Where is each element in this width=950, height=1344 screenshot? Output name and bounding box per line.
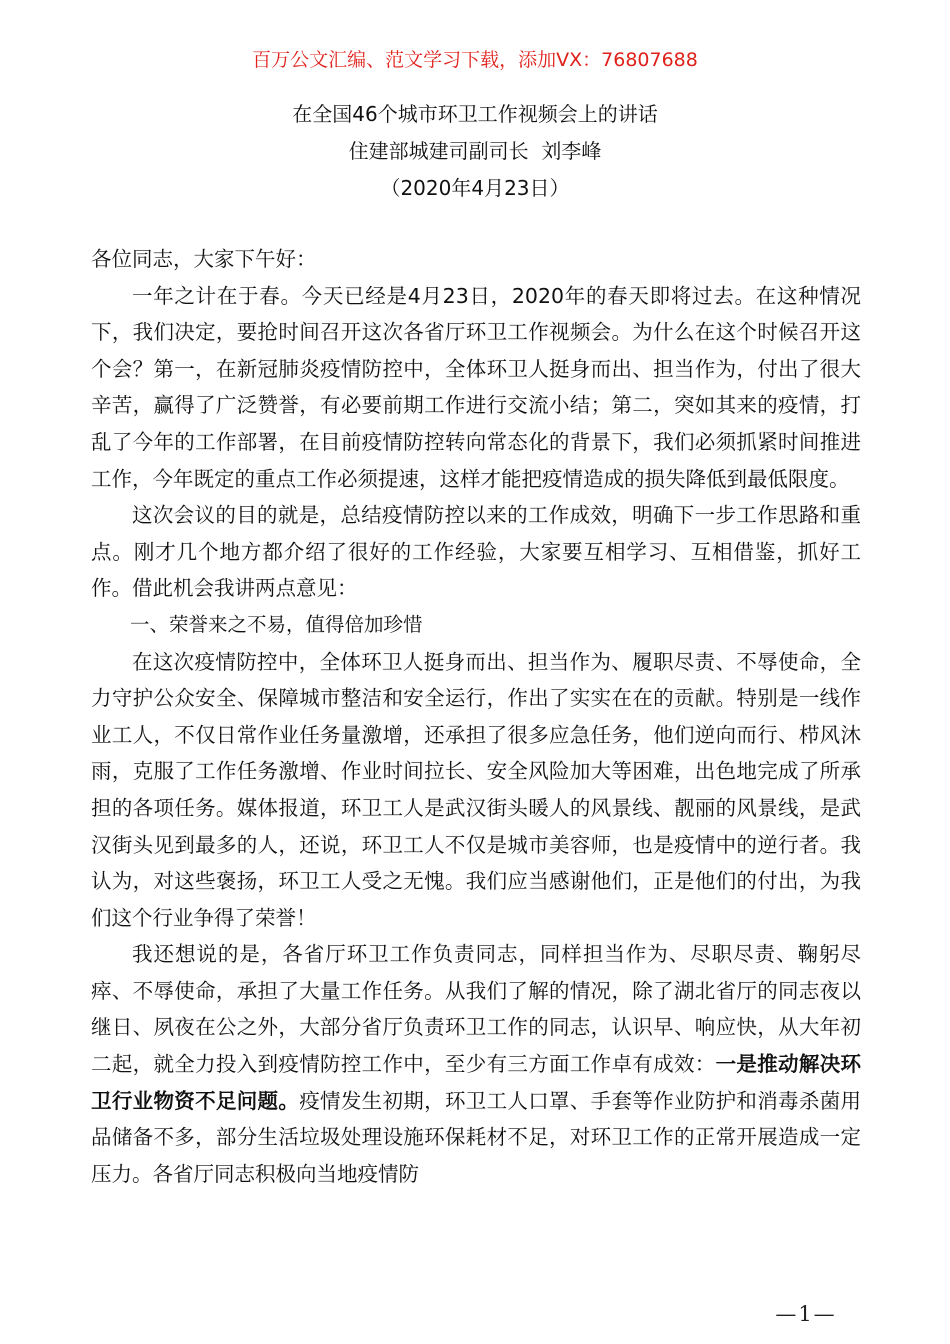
speech-title: 在全国46个城市环卫工作视频会上的讲话: [292, 102, 658, 126]
page-number: —1—: [775, 1302, 837, 1326]
title-block: [0, 96, 950, 207]
paragraph-3: 在这次疫情防控中，全体环卫人挺身而出、担当作为、履职尽责、不辱使命，全力守护公众安全、保障城市整洁和安全运行，作出了实实在在的贡献。特别是一线作业工人，不仅日常作业任务量激增，还承担了很多应急任务，他们逆向而行、栉风沐雨，克服了工作任务激增、作业时间拉长、安全风险加大等困难，出色地完成了所承担的各项任务。媒体报道，环卫工人是武汉街头暖人的风景线、靓丽的风景线，是武汉街头见到最多的人，还说，环卫工人不仅是城市美容师，也是疫情中的逆行者。我认为，对这些褒扬，环卫工人受之无愧。我们应当感谢他们，正是他们的付出，为我们这个行业争得了荣誉！: [91, 649, 861, 930]
section-heading-1: 一、荣誉来之不易，值得倍加珍惜: [130, 612, 423, 636]
paragraph-4-start: 我还想说的是，各省厅环卫工作负责同志，同样担当作为、尽职尽责、鞠躬尽瘁、不辱使命，承担了大量工作任务。从我们了解的情况，除了湖北省厅的同志夜以继日、夙夜在公之外，大部分省厅负责环卫工作的同志，认识早、响应快，从大年初二起，就全力投入到疫情防控工作中，至少有三方面工作卓有成效：: [91, 942, 861, 1077]
speech-date: （2020年4月23日）: [380, 176, 570, 200]
paragraph-1: 一年之计在于春。今天已经是4月23日，2020年的春天即将过去。在这种情况下，我们决定，要抢时间召开这次各省厅环卫工作视频会。为什么在这个时候召开这个会？第一，在新冠肺炎疫情防控中，全体环卫人挺身而出、担当作为，付出了很大辛苦，赢得了广泛赞誉，有必要前期工作进行交流小结；第二，突如其来的疫情，打乱了今年的工作部署，在目前疫情防控转向常态化的背景下，我们必须抓紧时间推进工作，今年既定的重点工作必须提速，这样才能把疫情造成的损失降低到最低限度。: [91, 283, 861, 491]
speech-body: [91, 241, 861, 1192]
header-banner: 百万公文汇编、范文学习下载，添加VX：76807688: [252, 49, 698, 71]
paragraph-2: 这次会议的目的就是，总结疫情防控以来的工作成效，明确下一步工作思路和重点。刚才几个地方都介绍了很好的工作经验，大家要互相学习、互相借鉴，抓好工作。借此机会我讲两点意见：: [91, 503, 861, 601]
salutation: 各位同志，大家下午好：: [91, 247, 317, 271]
paragraph-4-bold-point: 一是推动解决环卫行业物资不足问题。: [91, 1052, 862, 1113]
paragraph-4-end: 疫情发生初期，环卫工人口罩、手套等作业防护和消毒杀菌用品储备不多，部分生活垃圾处理设施环保耗材不足，对环卫工作的正常开展造成一定压力。各省厅同志积极向当地疫情防: [91, 1088, 862, 1186]
paragraph-4: [91, 936, 861, 1192]
speaker-line: 住建部城建司副司长 刘李峰: [348, 139, 602, 163]
